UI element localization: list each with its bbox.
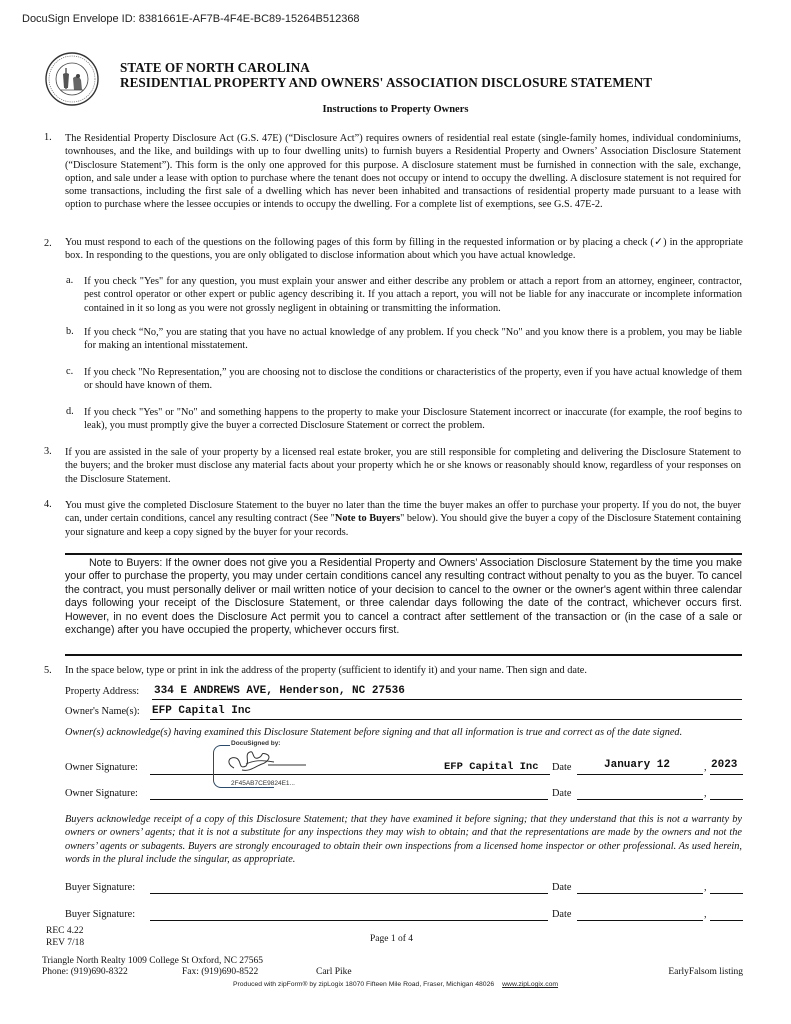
date-label: Date bbox=[552, 909, 572, 920]
listing-name: EarlyFalsom listing bbox=[668, 967, 743, 977]
date-label: Date bbox=[552, 788, 572, 799]
comma: , bbox=[704, 909, 707, 920]
docusigned-by-label: DocuSigned by: bbox=[231, 740, 281, 747]
instruction-item-3: If you are assisted in the sale of your property by a licensed real estate broker, you are still responsible for completing and delivering the Disclosure Statement to the buyers; and the broker must disclose any material facts about your property which he or she knows or reasonably should know, regardless of your responses on the Disclosure Statement. bbox=[65, 447, 741, 485]
sub-item-letter: a. bbox=[66, 275, 74, 286]
comma: , bbox=[704, 882, 707, 893]
ziplogix-link[interactable]: www.zipLogix.com bbox=[502, 981, 559, 988]
instructions-heading: Instructions to Property Owners bbox=[322, 104, 469, 115]
state-title: STATE OF NORTH CAROLINA bbox=[120, 60, 310, 75]
owner1-printed-name: EFP Capital Inc bbox=[444, 761, 539, 773]
owner-name-label: Owner's Name(s): bbox=[65, 706, 140, 717]
item-number: 2. bbox=[44, 238, 52, 249]
sub-item-letter: b. bbox=[66, 326, 74, 337]
property-address-line bbox=[152, 699, 742, 700]
owner-name-line bbox=[150, 719, 742, 720]
text: " below). You should give the buyer a copy of the Disclosure Statement containing your signature and keep a copy signed by the buyer for your records. bbox=[65, 513, 742, 538]
note-to-buyers-reference: Note to Buyers bbox=[334, 513, 401, 525]
docusign-envelope-id: DocuSign Envelope ID: 8381661E-AF7B-4F4E-BC89-15264B512368 bbox=[22, 13, 360, 25]
owner-signature[interactable] bbox=[220, 748, 310, 776]
text: You must give the completed Disclosure Statement to the buyer no later than the time the buyer makes an offer to purchase your property. If you do not, the buyer can, under certain conditions, cancel any resulting contract (See " bbox=[65, 500, 741, 525]
produced-by bbox=[0, 981, 791, 988]
owner1-year-field[interactable]: 2023 bbox=[711, 759, 738, 771]
owner2-year-line[interactable] bbox=[710, 799, 743, 800]
buyer1-year-line[interactable] bbox=[710, 893, 743, 894]
owner1-date-line bbox=[577, 774, 703, 775]
form-revision: REV 7/18 bbox=[46, 938, 85, 948]
buyer1-date-line[interactable] bbox=[577, 893, 703, 894]
buyer-signature-label: Buyer Signature: bbox=[65, 909, 136, 920]
sub-item-b: If you check “No,” you are stating that you have no actual knowledge of any problem. If you check "No" and you know there is a problem, you may be liable for making an intentional misstatement. bbox=[84, 327, 742, 352]
buyer1-signature-line[interactable] bbox=[150, 893, 548, 894]
brokerage-info: Triangle North Realty 1009 College St Oxford, NC 27565 bbox=[42, 956, 264, 966]
section5-instruction: In the space below, type or print in ink the address of the property (sufficient to identify it) and your name. Then sign and date. bbox=[65, 665, 587, 676]
note-to-buyers: Note to Buyers: If the owner does not give you a Residential Property and Owners’ Association Disclosure Statement by the time you make your offer to purchase the property, you may under certain conditions cancel any resulting contract without penalty to you as the buyer. To cancel the contract, you must personally deliver or mail written notice of your decision to cancel to the owner or the owner's agent within three calendar days following your receipt of the Disclosure Statement, or three calendar days following the date of the contract, whichever occurs first. However, in no event does the Disclosure Act permit you to cancel a contract after settlement of the transaction or (in the case of a sale or exchange) after you have occupied the property, whichever occurs first. bbox=[65, 557, 742, 637]
sub-item-d: If you check "Yes" or "No" and something happens to the property to make your Disclosure Statement incorrect or inaccurate (for example, the roof begins to leak), you must promptly give the buyer a corrected Disclosure Statement or correct the problem. bbox=[84, 407, 742, 432]
brokerage-phone: Phone: (919)690-8322 bbox=[42, 967, 128, 977]
owner-signature-line bbox=[150, 774, 550, 775]
sub-item-c: If you check "No Representation,” you are choosing not to disclose the conditions or characteristics of the property, even if you have actual knowledge of them or should have known of them. bbox=[84, 367, 742, 392]
sub-item-letter: c. bbox=[66, 366, 74, 377]
comma: , bbox=[704, 762, 707, 773]
sub-item-letter: d. bbox=[66, 406, 74, 417]
instruction-item-2: You must respond to each of the questions on the following pages of this form by filling in the requested information or by placing a check (✓) in the appropriate box. In responding to the questions, you are only obligated to disclose information about which you have actual knowledge. bbox=[65, 237, 743, 262]
page-number: Page 1 of 4 bbox=[370, 934, 414, 944]
item-number: 1. bbox=[44, 132, 52, 143]
instruction-item-1: The Residential Property Disclosure Act (G.S. 47E) (“Disclosure Act”) requires owners of residential real estate (single-family homes, individual condominiums, townhouses, and the like, and buildings with up to four dwelling units) to furnish buyers a Residential Property and Owners’ Association Disclosure Statement (“Disclosure Statement”). This form is the only one approved for this purpose. A disclosure statement must be furnished in connection with the sale, exchange, option, and sale under a lease with option to purchase where the tenant does not occupy or intend to occupy the dwelling. A disclosure statement is not required for some transactions, including the first sale of a dwelling which has never been inhabited and transactions of residential property made pursuant to a lease with option to purchase where the lessee occupies or intends to occupy the dwelling. For a complete list of exemptions, see G.S. 47E-2. bbox=[65, 133, 741, 211]
item-number: 5. bbox=[44, 665, 52, 676]
property-address-label: Property Address: bbox=[65, 686, 140, 697]
buyer-acknowledgement: Buyers acknowledge receipt of a copy of this Disclosure Statement; that they have examined it before signing; that they understand that this is not a warranty by owners or owners’ agents; that it is not a substitute for any inspections they may wish to obtain; and that the representations are made by the owners and not the owners’ agents or subagents. Buyers are strongly encouraged to obtain their own inspections from a licensed home inspector or other professional. As used herein, words in the plural include the singular, as appropriate. bbox=[65, 814, 742, 865]
owner-signature-label: Owner Signature: bbox=[65, 762, 138, 773]
owner1-year-line bbox=[710, 774, 743, 775]
owner2-date-line[interactable] bbox=[577, 799, 703, 800]
date-label: Date bbox=[552, 762, 572, 773]
comma: , bbox=[704, 788, 707, 799]
nc-state-seal-icon bbox=[45, 52, 99, 106]
form-title: RESIDENTIAL PROPERTY AND OWNERS' ASSOCIATION DISCLOSURE STATEMENT bbox=[120, 75, 653, 90]
buyer-signature-label: Buyer Signature: bbox=[65, 882, 136, 893]
produced-text: Produced with zipForm® by zipLogix 18070 Fifteen Mile Road, Fraser, Michigan 48026 bbox=[232, 981, 495, 988]
owner-name-field[interactable]: EFP Capital Inc bbox=[152, 705, 252, 717]
item-number: 4. bbox=[44, 499, 52, 510]
owner-signature-label: Owner Signature: bbox=[65, 788, 138, 799]
sub-item-a: If you check "Yes" for any question, you must explain your answer and either describe any problem or attach a report from an attorney, engineer, contractor, pest control operator or other expert or public agency describing it. If you attach a report, you will not be liable for any inaccurate or incomplete information contained in it so long as you were not grossly negligent in obtaining or transmitting the information. bbox=[84, 276, 742, 314]
date-label: Date bbox=[552, 882, 572, 893]
note-top-rule bbox=[65, 553, 742, 555]
buyer2-date-line[interactable] bbox=[577, 920, 703, 921]
owner1-date-field[interactable]: January 12 bbox=[604, 759, 671, 771]
brokerage-fax: Fax: (919)690-8522 bbox=[182, 967, 259, 977]
note-bottom-rule bbox=[65, 654, 742, 656]
agent-name: Carl Pike bbox=[316, 967, 352, 977]
form-code: REC 4.22 bbox=[46, 926, 84, 936]
docusign-id: 2F45AB7CE9824E1... bbox=[231, 780, 295, 787]
property-address-field[interactable]: 334 E ANDREWS AVE, Henderson, NC 27536 bbox=[154, 685, 405, 697]
buyer2-signature-line[interactable] bbox=[150, 920, 548, 921]
owner2-signature-line[interactable] bbox=[150, 799, 548, 800]
buyer2-year-line[interactable] bbox=[710, 920, 743, 921]
item-number: 3. bbox=[44, 446, 52, 457]
owner-acknowledgement: Owner(s) acknowledge(s) having examined this Disclosure Statement before signing and that all information is true and correct as of the date signed. bbox=[65, 727, 683, 738]
instruction-item-4 bbox=[65, 499, 741, 539]
